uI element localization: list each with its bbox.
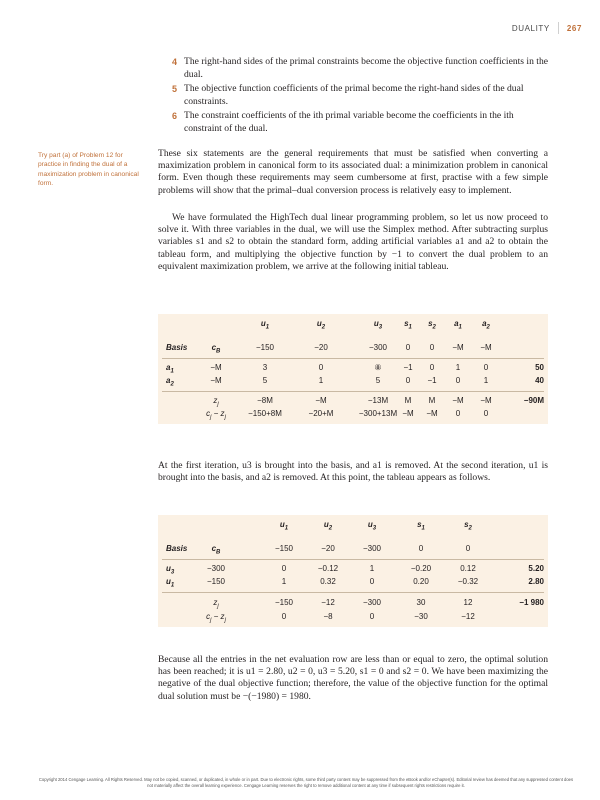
paragraph-conclusion: Because all the entries in the net evaluation row are less than or equal to zero, the optimal solution has been reached; it is u1 = 2.80, u2 = 0, u3 = 5.20, s1 = 0 and s2 = 0. We have been maximizing the negative of the dual objective function; therefore, the value of the objective function for the optimal dual solution must be −(−1980) = 1980. xyxy=(158,654,548,702)
zj-label: $z_j$ xyxy=(213,598,219,610)
zj-cell: M xyxy=(404,396,412,405)
list-item xyxy=(172,56,552,81)
basis-cell: $a_2$ xyxy=(166,376,174,388)
tableau-cell: 0 xyxy=(369,577,375,586)
requirements-list xyxy=(172,56,552,138)
cz-cell: −8 xyxy=(323,612,333,621)
cost-cell: −150 xyxy=(274,544,294,553)
zj-cell: −12 xyxy=(321,598,335,607)
cost-cell: 0 xyxy=(429,343,435,352)
final-tableau xyxy=(158,515,548,627)
zj-cell: −13M xyxy=(367,396,389,405)
cb-cell: −150 xyxy=(206,577,226,586)
cz-cell: 0 xyxy=(455,409,461,418)
cb-header: $c_B$ xyxy=(211,544,221,556)
zj-cell: −150 xyxy=(274,598,294,607)
paragraph-iterations: At the first iteration, u3 is brought into the basis, and a1 is removed. At the second iteration, u1 is brought into the basis, and a2 is removed. At this point, the tableau appears as follows. xyxy=(158,460,548,484)
tableau-cell: −0.20 xyxy=(410,564,432,573)
cz-label: $c_j - z_j$ xyxy=(206,612,226,624)
column-header: $s_1$ xyxy=(417,520,425,532)
margin-note: Try part (a) of Problem 12 for practice in finding the dual of a maximization problem in canonical form. xyxy=(38,152,139,187)
zj-cell: M xyxy=(428,396,436,405)
tableau-cell: 1 xyxy=(318,376,324,385)
cz-cell: 0 xyxy=(483,409,489,418)
tableau-cell: 0 xyxy=(405,376,411,385)
cost-cell: 0 xyxy=(418,544,424,553)
tableau-cell: 1 xyxy=(455,363,461,372)
list-item xyxy=(172,110,552,135)
column-header: $a_2$ xyxy=(482,319,490,331)
cz-label: $c_j - z_j$ xyxy=(206,409,226,421)
zj-cell: −M xyxy=(452,396,464,405)
tableau-cell: 0 xyxy=(318,363,324,372)
page-number: 267 xyxy=(566,23,582,33)
zj-cell: −M xyxy=(315,396,327,405)
column-header: $u_2$ xyxy=(316,319,326,331)
tableau-cell: −0.32 xyxy=(457,577,479,586)
row-divider xyxy=(162,391,544,392)
cost-cell: −M xyxy=(480,343,492,352)
tableau-cell: −0.12 xyxy=(317,564,339,573)
tableau-cell: 5 xyxy=(375,376,381,385)
column-header: $u_3$ xyxy=(367,520,377,532)
objective-value: −90M xyxy=(523,396,544,405)
cost-cell: 0 xyxy=(405,343,411,352)
tableau-cell: 0 xyxy=(455,376,461,385)
tableau-cell: 0 xyxy=(281,564,287,573)
cz-cell: −300+13M xyxy=(358,409,398,418)
column-header: $s_2$ xyxy=(428,319,436,331)
tableau-cell: 5 xyxy=(262,376,268,385)
paragraph-requirements: These six statements are the general requirements that must be satisfied when converting a maximization problem in canonical form to its associated dual: a minimization problem in canonical form. Even though these requirements may seem cumbersome at first, practise with a few simple problems will show that the primal–dual conversion process is relatively easy to implement. xyxy=(158,148,548,196)
list-item xyxy=(172,83,552,108)
cz-cell: −M xyxy=(426,409,438,418)
row-divider xyxy=(162,358,544,359)
tableau-cell: 3 xyxy=(262,363,268,372)
column-header: $u_1$ xyxy=(260,319,270,331)
row-divider xyxy=(162,559,544,560)
cb-cell: −M xyxy=(210,363,222,372)
cost-cell: −300 xyxy=(368,343,388,352)
rhs-cell: 40 xyxy=(535,376,544,385)
zj-cell: −300 xyxy=(362,598,382,607)
cz-cell: −M xyxy=(402,409,414,418)
column-header: $u_3$ xyxy=(373,319,383,331)
rhs-cell: 5.20 xyxy=(528,564,544,573)
list-number: 5 xyxy=(172,84,178,95)
zj-cell: −8M xyxy=(257,396,273,405)
tableau-cell: 0.20 xyxy=(413,577,429,586)
cb-header: $c_B$ xyxy=(211,343,221,355)
cb-cell: −M xyxy=(210,376,222,385)
list-number: 4 xyxy=(172,57,178,67)
rhs-cell: 2.80 xyxy=(528,577,544,586)
initial-tableau xyxy=(158,314,548,424)
cz-cell: −150+8M xyxy=(248,409,282,418)
zj-cell: −M xyxy=(480,396,492,405)
header-divider xyxy=(558,22,559,34)
cz-cell: −30 xyxy=(414,612,428,621)
list-text: The constraint coefficients of the ith primal variable become the coefficients in the ith constraint of the dual. xyxy=(184,110,514,134)
cost-cell: −150 xyxy=(255,343,275,352)
list-text: The objective function coefficients of the primal become the right-hand sides of the dual constraints. xyxy=(184,83,524,107)
tableau-cell: −1 xyxy=(427,376,437,385)
cb-cell: −300 xyxy=(206,564,226,573)
tableau-cell: 1 xyxy=(483,376,489,385)
cost-cell: −300 xyxy=(362,544,382,553)
column-header: $a_1$ xyxy=(454,319,462,331)
basis-cell: $u_1$ xyxy=(166,577,175,589)
basis-cell: $u_3$ xyxy=(166,564,175,576)
cost-cell: −M xyxy=(452,343,464,352)
cost-cell: −20 xyxy=(314,343,328,352)
basis-header: Basis xyxy=(166,343,188,352)
tableau-cell: −1 xyxy=(403,363,413,372)
paragraph-formulation: We have formulated the HighTech dual linear programming problem, so let us now proceed to solve it. With three variables in the dual, we will use the Simplex method. After subtracting surplus variables s1 and s2 to obtain the standard form, adding artificial variables a1 and a2 to obtain the tableau form, and multiplying the objective function by −1 to convert the dual problem to an equivalent maximization problem, we arrive at the following initial tableau. xyxy=(158,212,548,272)
row-divider xyxy=(162,592,544,593)
zj-cell: 30 xyxy=(416,598,426,607)
column-header: $u_2$ xyxy=(323,520,333,532)
section-title: DUALITY xyxy=(511,23,550,33)
cz-cell: −12 xyxy=(461,612,475,621)
list-number: 6 xyxy=(172,111,178,122)
cost-cell: 0 xyxy=(465,544,471,553)
cz-cell: 0 xyxy=(281,612,287,621)
basis-cell: $a_1$ xyxy=(166,363,174,375)
tableau-cell: 1 xyxy=(369,564,375,573)
objective-value: −1 980 xyxy=(519,598,544,607)
copyright-footer: Copyright 2014 Cengage Learning. All Rights Reserved. May not be copied, scanned, or duplicated, in whole or in part. Due to electronic rights, some third party content may be suppressed from the eBook and/or eChapter(s). Editorial review has deemed that any suppressed content does not materially affect the overall learning experience. Cengage Learning reserves the right to remove additional content at any time if subsequent rights restrictions require it. xyxy=(38,777,574,788)
zj-cell: 12 xyxy=(463,598,473,607)
tableau-cell: 0 xyxy=(429,363,435,372)
tableau-cell: 0.32 xyxy=(320,577,336,586)
running-header xyxy=(512,22,582,34)
cost-cell: −20 xyxy=(321,544,335,553)
column-header: $u_1$ xyxy=(279,520,289,532)
cz-cell: 0 xyxy=(369,612,375,621)
column-header: $s_1$ xyxy=(404,319,412,331)
tableau-cell: 1 xyxy=(281,577,287,586)
tableau-cell: 0 xyxy=(483,363,489,372)
list-text: The right-hand sides of the primal constraints become the objective function coefficients in the dual. xyxy=(184,56,549,80)
basis-header: Basis xyxy=(166,544,188,553)
rhs-cell: 50 xyxy=(535,363,544,372)
tableau-cell: ⑧ xyxy=(374,363,382,372)
column-header: $s_2$ xyxy=(464,520,472,532)
cz-cell: −20+M xyxy=(308,409,334,418)
zj-label: $z_j$ xyxy=(213,396,219,408)
tableau-cell: 0.12 xyxy=(460,564,476,573)
